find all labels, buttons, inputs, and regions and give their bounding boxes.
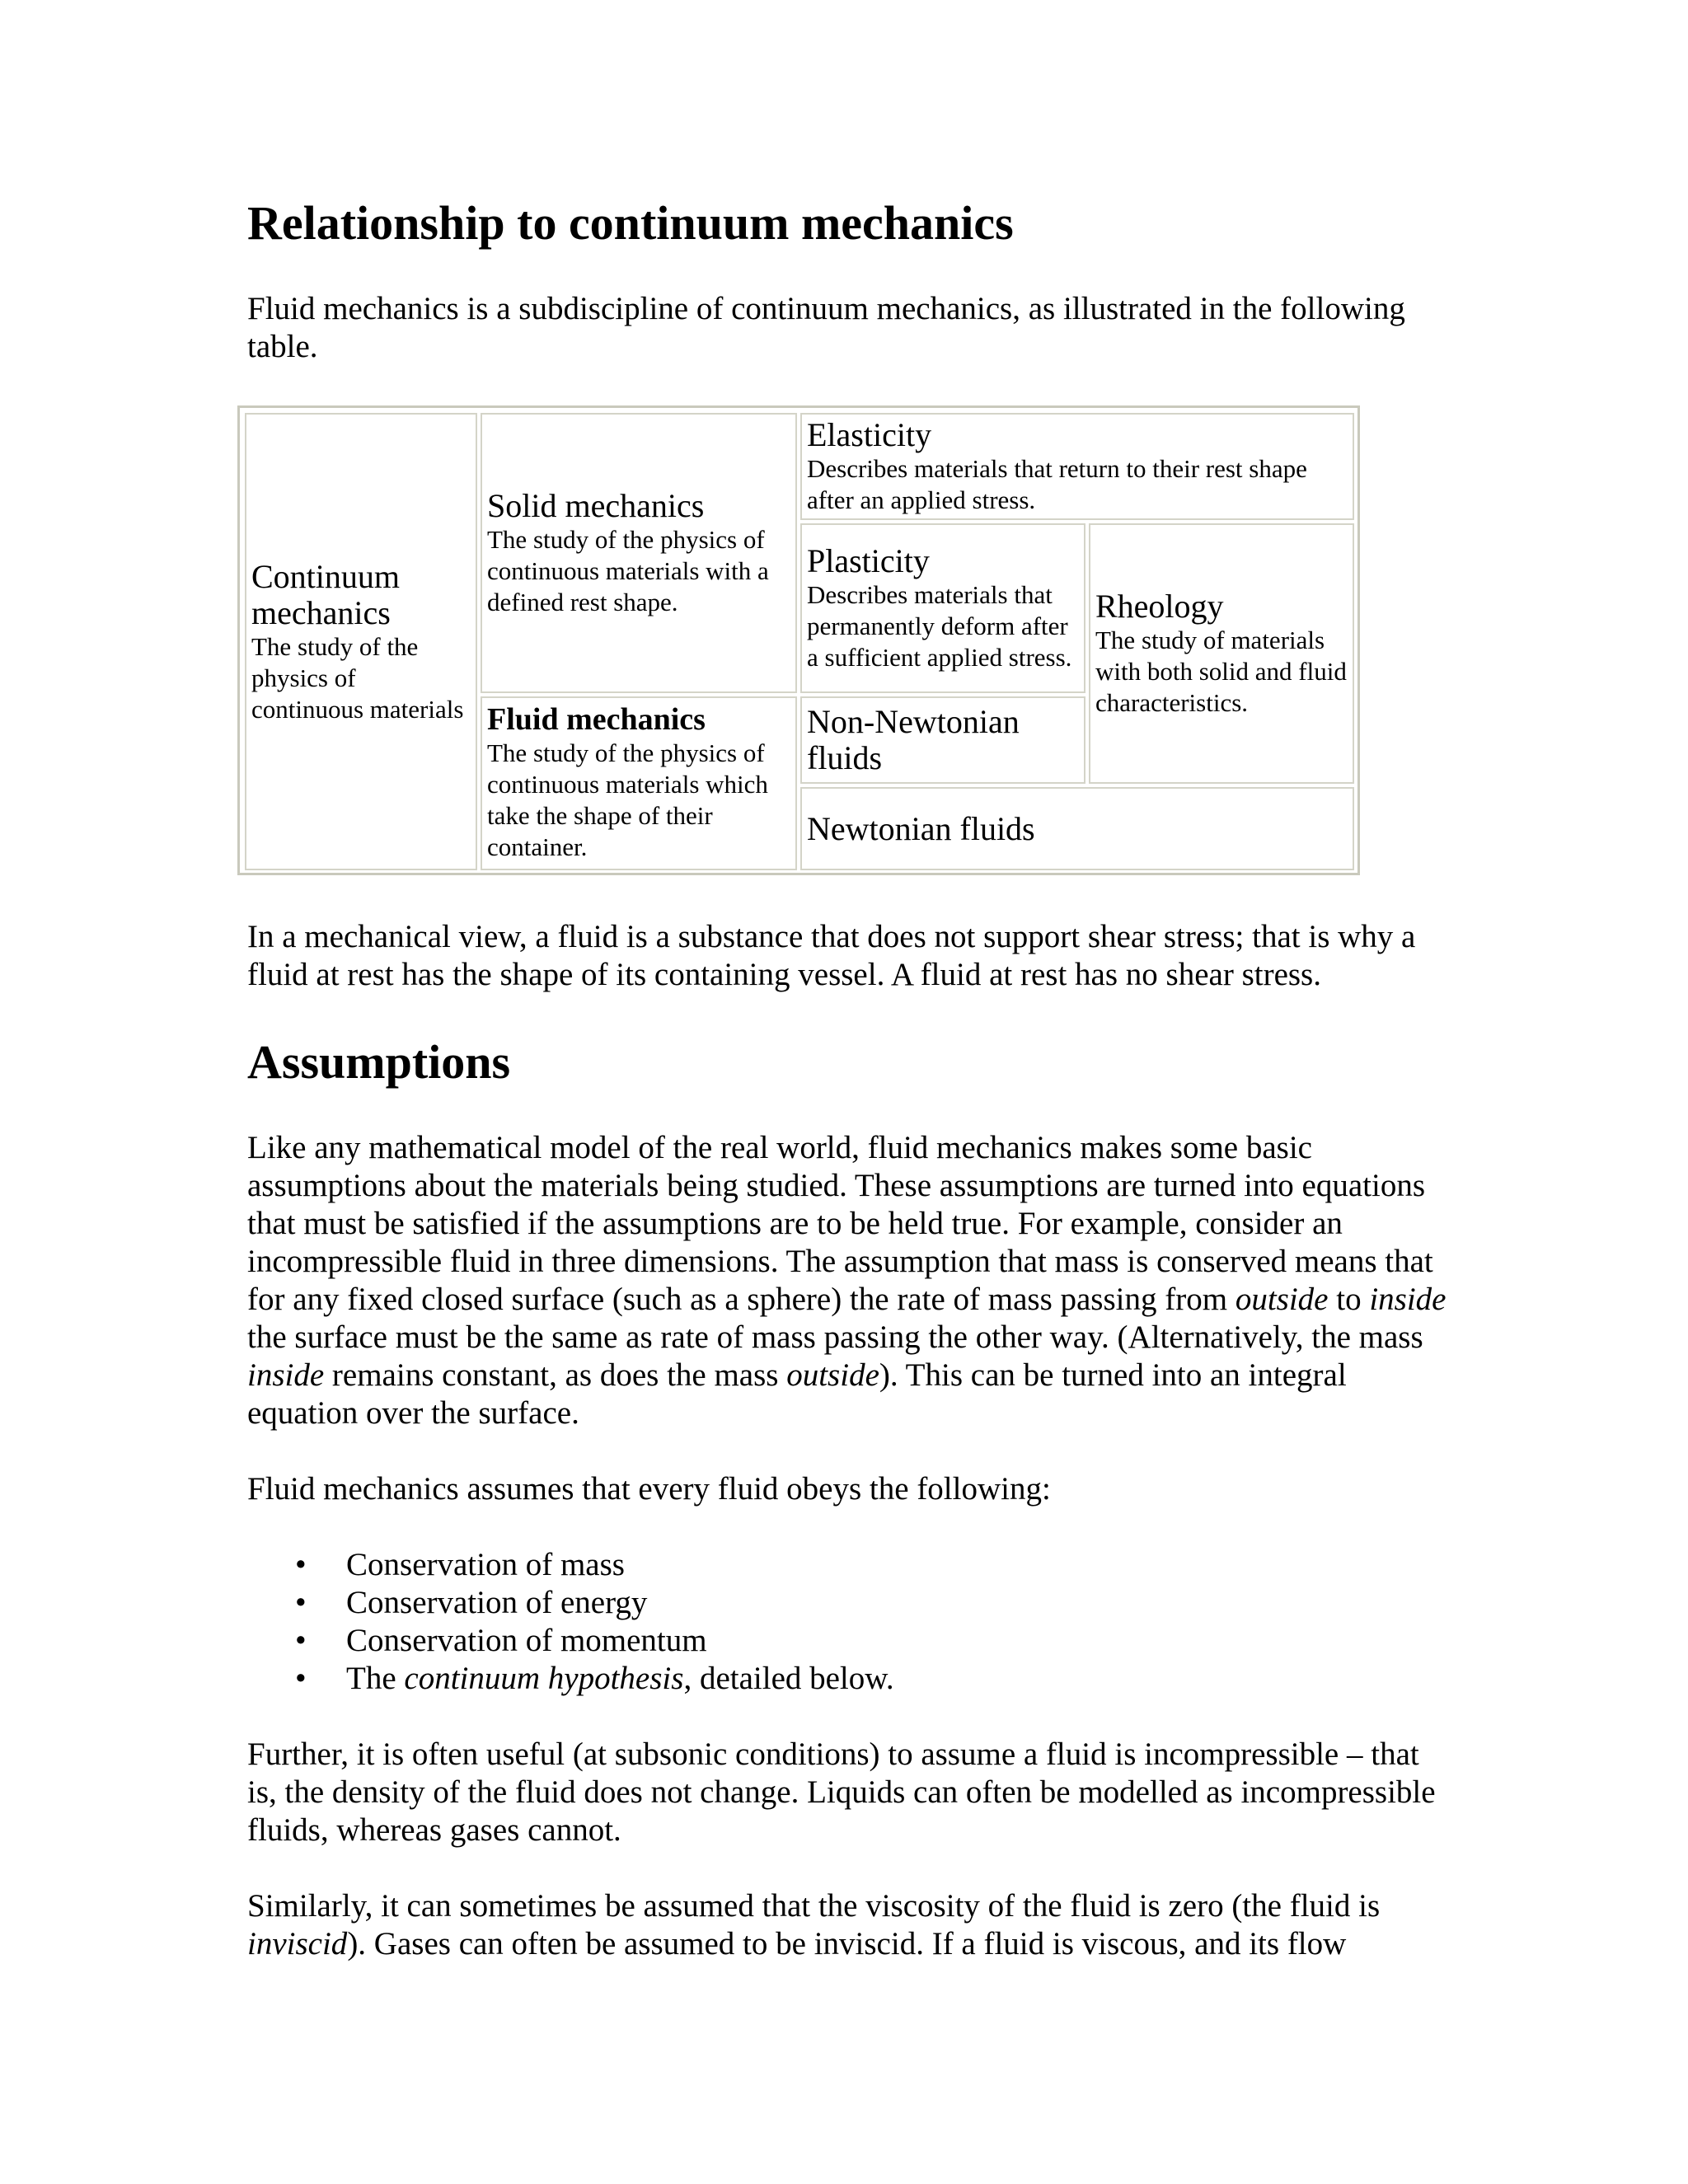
cell-title: Fluid mechanics <box>487 702 706 737</box>
emphasis: continuum hypothesis <box>404 1661 684 1696</box>
text-run: remains constant, as does the mass <box>324 1357 787 1393</box>
cell-description: The study of the physics of continuous materials with a defined rest shape. <box>487 525 769 616</box>
cell-description: The study of the physics of continuous materials which take the shape of their container. <box>487 738 768 861</box>
cell-title: Non-Newtonian fluids <box>807 703 1020 776</box>
list-item-text: Conservation of mass <box>346 1547 625 1582</box>
text-run: Similarly, it can sometimes be assumed that the viscosity of the fluid is zero (the fluid is <box>247 1888 1381 1924</box>
list-item <box>247 1584 894 1622</box>
text-run: Like any mathematical model of the real world, fluid mechanics makes some basic assumptions about the materials being studied. These assumptions are turned into equations that must be satisfied if the assumptions are to be held true. For example, consider an incompressible fluid in three dimensions. The assumption that mass is conserved means that for any fixed closed surface (such as a sphere) the rate of mass passing from <box>247 1130 1433 1317</box>
bullet-icon: • <box>295 1661 307 1696</box>
cell-continuum-mechanics <box>245 413 477 870</box>
cell-elasticity <box>800 413 1354 520</box>
assumptions-list <box>247 1546 894 1698</box>
text-run: ). This can be turned into an integral equation over the surface. <box>247 1357 1347 1431</box>
text-run: ). Gases can often be assumed to be inviscid. If a fluid is viscous, and its flow <box>347 1926 1347 1961</box>
bullet-icon: • <box>295 1547 307 1582</box>
section-heading-assumptions: Assumptions <box>247 1035 511 1089</box>
cell-description: The study of the physics of continuous materials <box>251 631 464 724</box>
bullet-icon: • <box>295 1585 307 1620</box>
text-run: the surface must be the same as rate of mass passing the other way. (Alternatively, the mass <box>247 1319 1423 1355</box>
cell-rheology <box>1089 523 1354 784</box>
emphasis: outside <box>1235 1282 1329 1317</box>
cell-description: Describes materials that return to their rest shape after an applied stress. <box>807 454 1307 514</box>
cell-title: Rheology <box>1095 588 1224 625</box>
emphasis: inviscid <box>247 1926 348 1961</box>
cell-title: Newtonian fluids <box>807 809 1035 847</box>
cell-title: Solid mechanics <box>487 487 705 524</box>
cell-title: Elasticity <box>807 416 932 453</box>
list-item-text: Conservation of energy <box>346 1585 648 1620</box>
assumptions-paragraph-3: Further, it is often useful (at subsonic conditions) to assume a fluid is incompressible – that is, the density of the fluid does not change. Liquids can often be modelled as incompressible fluids, whereas gases cannot. <box>247 1736 1436 1848</box>
emphasis: outside <box>786 1357 879 1393</box>
cell-solid-mechanics <box>481 413 797 693</box>
list-item <box>247 1660 894 1698</box>
cell-newtonian-fluids <box>800 787 1354 870</box>
assumptions-paragraph-4 <box>247 1887 1451 1963</box>
intro-paragraph: Fluid mechanics is a subdiscipline of continuum mechanics, as illustrated in the following table. <box>247 291 1405 364</box>
text-run: The <box>346 1661 405 1696</box>
assumptions-paragraph-2: Fluid mechanics assumes that every fluid obeys the following: <box>247 1471 1051 1507</box>
emphasis: inside <box>1369 1282 1447 1317</box>
cell-fluid-mechanics <box>481 696 797 870</box>
list-item <box>247 1546 894 1584</box>
cell-title: Plasticity <box>807 542 930 579</box>
cell-description: Describes materials that permanently deform after a sufficient applied stress. <box>807 580 1072 672</box>
text-run: to <box>1328 1282 1370 1317</box>
text-run: , detailed below. <box>683 1661 894 1696</box>
cell-title: Continuum mechanics <box>251 557 401 631</box>
continuum-mechanics-table <box>237 405 1360 875</box>
section-heading-continuum: Relationship to continuum mechanics <box>247 196 1014 250</box>
cell-description: The study of materials with both solid and fluid characteristics. <box>1095 626 1347 717</box>
list-item-text: Conservation of momentum <box>346 1623 707 1658</box>
emphasis: inside <box>247 1357 325 1393</box>
mechanical-view-paragraph: In a mechanical view, a fluid is a substance that does not support shear stress; that is why a fluid at rest has the shape of its containing vessel. A fluid at rest has no shear stress. <box>247 919 1416 992</box>
bullet-icon: • <box>295 1623 307 1658</box>
cell-non-newtonian-fluids <box>800 696 1085 784</box>
assumptions-paragraph-1 <box>247 1129 1451 1432</box>
list-item <box>247 1622 894 1660</box>
cell-plasticity <box>800 523 1085 693</box>
